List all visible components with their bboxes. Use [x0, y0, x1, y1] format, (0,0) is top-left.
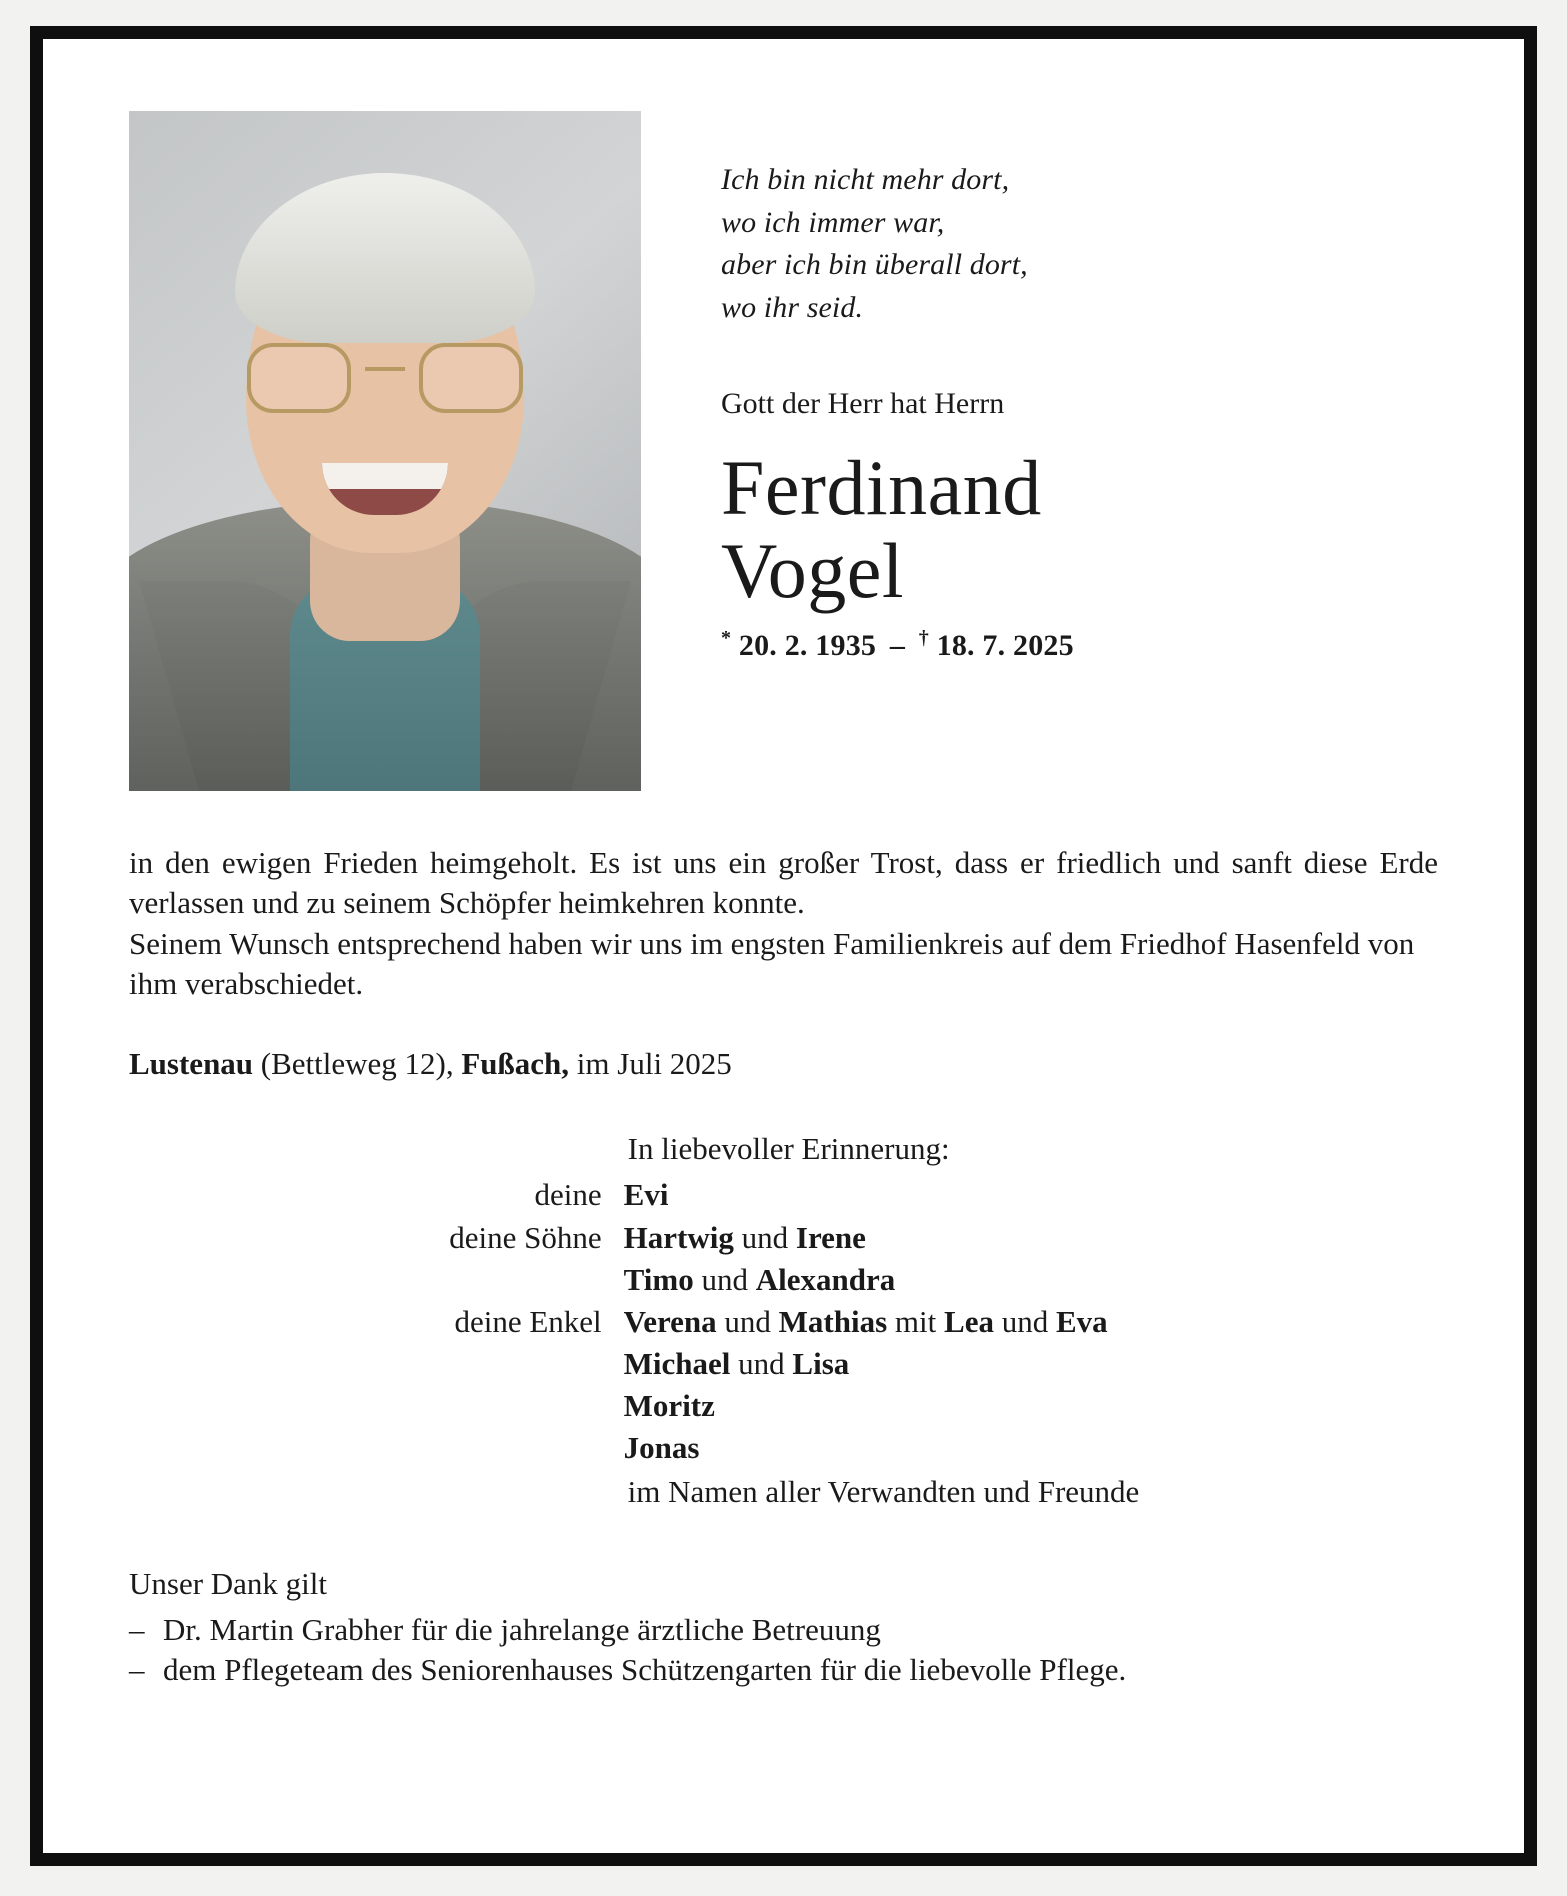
death-symbol: †	[918, 626, 929, 649]
verse-line-4: wo ihr seid.	[721, 290, 864, 324]
family-row	[428, 1301, 1140, 1343]
paragraph-1: in den ewigen Frieden heimgeholt. Es ist uns ein großer Trost, dass er friedlich und sanft diese Erde verlassen und zu seinem Schöpfer heimkehren konnte.	[129, 845, 1438, 921]
date-separator: –	[889, 628, 906, 662]
photo-container	[129, 111, 641, 791]
life-dates	[721, 627, 1438, 663]
deceased-name	[721, 444, 1438, 615]
thanks-dash: –	[129, 1611, 145, 1647]
family-row-names	[624, 1174, 669, 1216]
family-row-names: Michael und Lisa	[623, 1345, 850, 1381]
family-title: In liebevoller Erinnerung:	[627, 1131, 950, 1167]
place-address: (Bettleweg 12),	[253, 1046, 462, 1082]
family-row-label	[428, 1427, 624, 1469]
family-row	[428, 1259, 1140, 1301]
family-row	[428, 1343, 1140, 1385]
family-row-label: deine	[534, 1177, 602, 1213]
family-row	[428, 1385, 1140, 1427]
family-row-names	[624, 1427, 700, 1469]
family-footer: im Namen aller Verwandten und Freunde	[627, 1474, 1140, 1510]
family-row	[428, 1427, 1140, 1469]
family-row-label	[428, 1259, 624, 1301]
family-row-names: Verena und Mathias mit Lea und Eva	[623, 1303, 1108, 1339]
photo-glasses-bridge	[365, 367, 405, 371]
family-names-text: Moritz	[623, 1388, 715, 1424]
obituary-notice	[30, 26, 1537, 1866]
birth-date: 20. 2. 1935	[738, 628, 877, 662]
death-date: 18. 7. 2025	[936, 628, 1074, 662]
last-name: Vogel	[721, 527, 905, 615]
thanks-block	[129, 1564, 1438, 1691]
place-town-1: Lustenau	[129, 1046, 254, 1082]
intro-line: Gott der Herr hat Herrn	[721, 387, 1005, 421]
notice-inner	[43, 39, 1524, 1853]
family-inner	[428, 1128, 1140, 1513]
family-row-names	[624, 1385, 715, 1427]
photo-glasses-left	[247, 343, 351, 413]
thanks-item-text: Dr. Martin Grabher für die jahrelange ärztliche Betreuung	[163, 1611, 881, 1647]
family-row-label: deine Enkel	[454, 1303, 602, 1339]
memorial-verse	[721, 159, 1438, 329]
family-row	[428, 1217, 1140, 1259]
family-row-names: Hartwig und Irene	[623, 1219, 866, 1255]
thanks-item	[129, 1610, 1438, 1650]
family-names-text: Evi	[623, 1177, 669, 1213]
thanks-item-text: dem Pflegeteam des Seniorenhauses Schützengarten für die liebevolle Pflege.	[163, 1652, 1127, 1688]
verse-line-2: wo ich immer war,	[721, 205, 945, 239]
notice-header	[129, 111, 1438, 791]
body-text	[129, 843, 1438, 1004]
paragraph-2: Seinem Wunsch entsprechend haben wir uns im engsten Familienkreis auf dem Friedhof Hasenfeld von ihm verabschiedet.	[129, 925, 1415, 1001]
family-block	[129, 1128, 1438, 1513]
thanks-title: Unser Dank gilt	[129, 1565, 328, 1601]
photo-glasses-right	[419, 343, 523, 413]
first-name: Ferdinand	[721, 444, 1042, 532]
place-and-date-line	[129, 1046, 1438, 1082]
verse-line-1: Ich bin nicht mehr dort,	[721, 163, 1010, 196]
birth-symbol: *	[721, 626, 732, 649]
thanks-dash: –	[129, 1652, 145, 1688]
portrait-photo	[129, 111, 641, 791]
place-town-2: Fußach,	[461, 1046, 570, 1082]
family-names-text: Jonas	[623, 1430, 700, 1466]
thanks-item	[129, 1650, 1438, 1690]
verse-line-3: aber ich bin überall dort,	[721, 248, 1028, 282]
family-row-label	[428, 1343, 624, 1385]
family-row-label	[428, 1385, 624, 1427]
place-date: im Juli 2025	[569, 1046, 732, 1082]
family-row-names: Timo und Alexandra	[623, 1261, 896, 1297]
header-text-column	[641, 111, 1438, 663]
photo-teeth	[322, 463, 448, 489]
family-row	[428, 1174, 1140, 1216]
family-row-label: deine Söhne	[449, 1219, 602, 1255]
